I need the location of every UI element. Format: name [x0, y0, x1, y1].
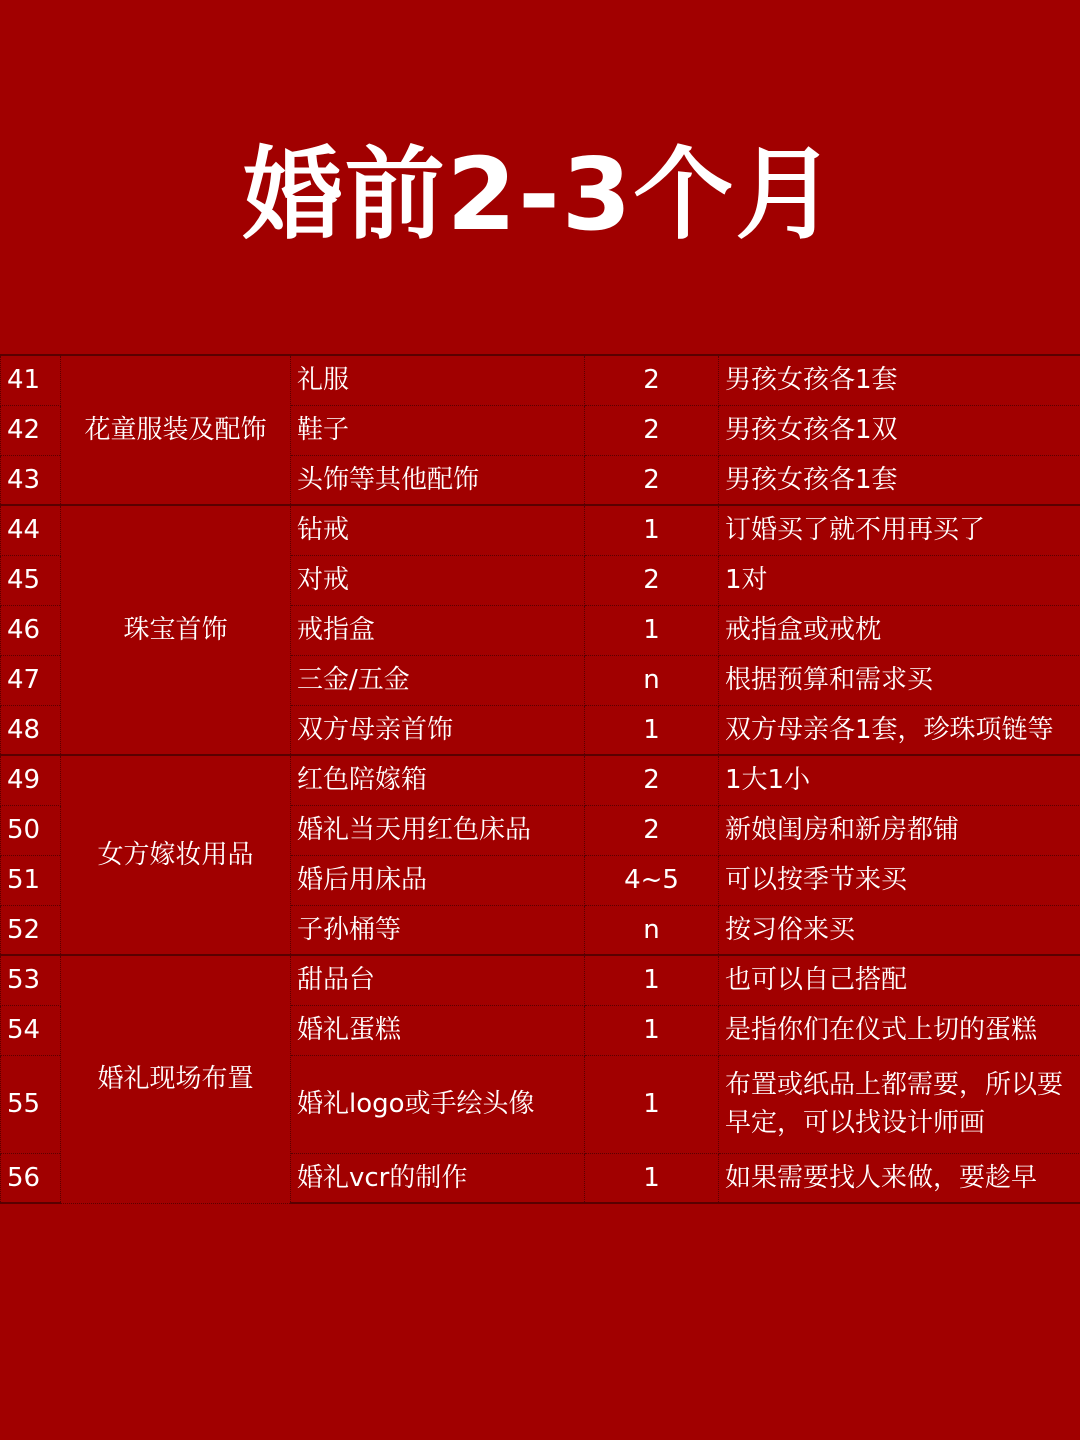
row-number: 51 [1, 855, 61, 905]
item-quantity: 1 [585, 1005, 719, 1055]
item-name: 婚后用床品 [291, 855, 585, 905]
item-name: 甜品台 [291, 955, 585, 1005]
item-note: 是指你们在仪式上切的蛋糕 [719, 1005, 1080, 1055]
item-note: 根据预算和需求买 [719, 655, 1080, 705]
item-name: 礼服 [291, 355, 585, 405]
item-note: 也可以自己搭配 [719, 955, 1080, 1005]
item-quantity: 1 [585, 705, 719, 755]
item-quantity: 1 [585, 505, 719, 555]
item-note: 按习俗来买 [719, 905, 1080, 955]
item-quantity: n [585, 655, 719, 705]
item-name: 婚礼logo或手绘头像 [291, 1055, 585, 1153]
item-note: 布置或纸品上都需要，所以要早定，可以找设计师画 [719, 1055, 1080, 1153]
row-number: 44 [1, 505, 61, 555]
item-quantity: 2 [585, 755, 719, 805]
item-name: 三金/五金 [291, 655, 585, 705]
item-name: 对戒 [291, 555, 585, 605]
item-name: 头饰等其他配饰 [291, 455, 585, 505]
table-row [1, 955, 1080, 1005]
item-note: 男孩女孩各1套 [719, 355, 1080, 405]
item-name: 双方母亲首饰 [291, 705, 585, 755]
item-quantity: 2 [585, 455, 719, 505]
item-note: 男孩女孩各1双 [719, 405, 1080, 455]
item-quantity: 2 [585, 405, 719, 455]
item-quantity: 1 [585, 1055, 719, 1153]
item-name: 婚礼当天用红色床品 [291, 805, 585, 855]
item-name: 钻戒 [291, 505, 585, 555]
item-note: 可以按季节来买 [719, 855, 1080, 905]
category-cell: 婚礼现场布置 [61, 955, 291, 1203]
row-number: 53 [1, 955, 61, 1005]
item-name: 子孙桶等 [291, 905, 585, 955]
category-cell: 女方嫁妆用品 [61, 755, 291, 955]
checklist-table [0, 354, 1080, 1204]
item-note: 1对 [719, 555, 1080, 605]
row-number: 46 [1, 605, 61, 655]
item-quantity: 1 [585, 955, 719, 1005]
page-title: 婚前2-3个月 [242, 136, 838, 253]
item-name: 婚礼蛋糕 [291, 1005, 585, 1055]
item-name: 红色陪嫁箱 [291, 755, 585, 805]
item-name: 鞋子 [291, 405, 585, 455]
item-name: 戒指盒 [291, 605, 585, 655]
item-quantity: 2 [585, 805, 719, 855]
item-note: 男孩女孩各1套 [719, 455, 1080, 505]
table-row [1, 505, 1080, 555]
item-note: 如果需要找人来做，要趁早 [719, 1153, 1080, 1203]
item-note: 新娘闺房和新房都铺 [719, 805, 1080, 855]
item-quantity: 1 [585, 605, 719, 655]
item-quantity: 1 [585, 1153, 719, 1203]
item-note: 1大1小 [719, 755, 1080, 805]
item-quantity: 2 [585, 555, 719, 605]
item-note: 双方母亲各1套，珍珠项链等 [719, 705, 1080, 755]
row-number: 54 [1, 1005, 61, 1055]
row-number: 49 [1, 755, 61, 805]
category-cell: 珠宝首饰 [61, 505, 291, 755]
table-row [1, 755, 1080, 805]
row-number: 50 [1, 805, 61, 855]
row-number: 47 [1, 655, 61, 705]
row-number: 52 [1, 905, 61, 955]
row-number: 45 [1, 555, 61, 605]
item-note: 订婚买了就不用再买了 [719, 505, 1080, 555]
row-number: 56 [1, 1153, 61, 1203]
item-note: 戒指盒或戒枕 [719, 605, 1080, 655]
item-quantity: n [585, 905, 719, 955]
row-number: 42 [1, 405, 61, 455]
row-number: 55 [1, 1055, 61, 1153]
row-number: 43 [1, 455, 61, 505]
item-name: 婚礼vcr的制作 [291, 1153, 585, 1203]
row-number: 41 [1, 355, 61, 405]
category-cell: 花童服装及配饰 [61, 355, 291, 505]
item-quantity: 4~5 [585, 855, 719, 905]
item-quantity: 2 [585, 355, 719, 405]
row-number: 48 [1, 705, 61, 755]
table-row [1, 355, 1080, 405]
